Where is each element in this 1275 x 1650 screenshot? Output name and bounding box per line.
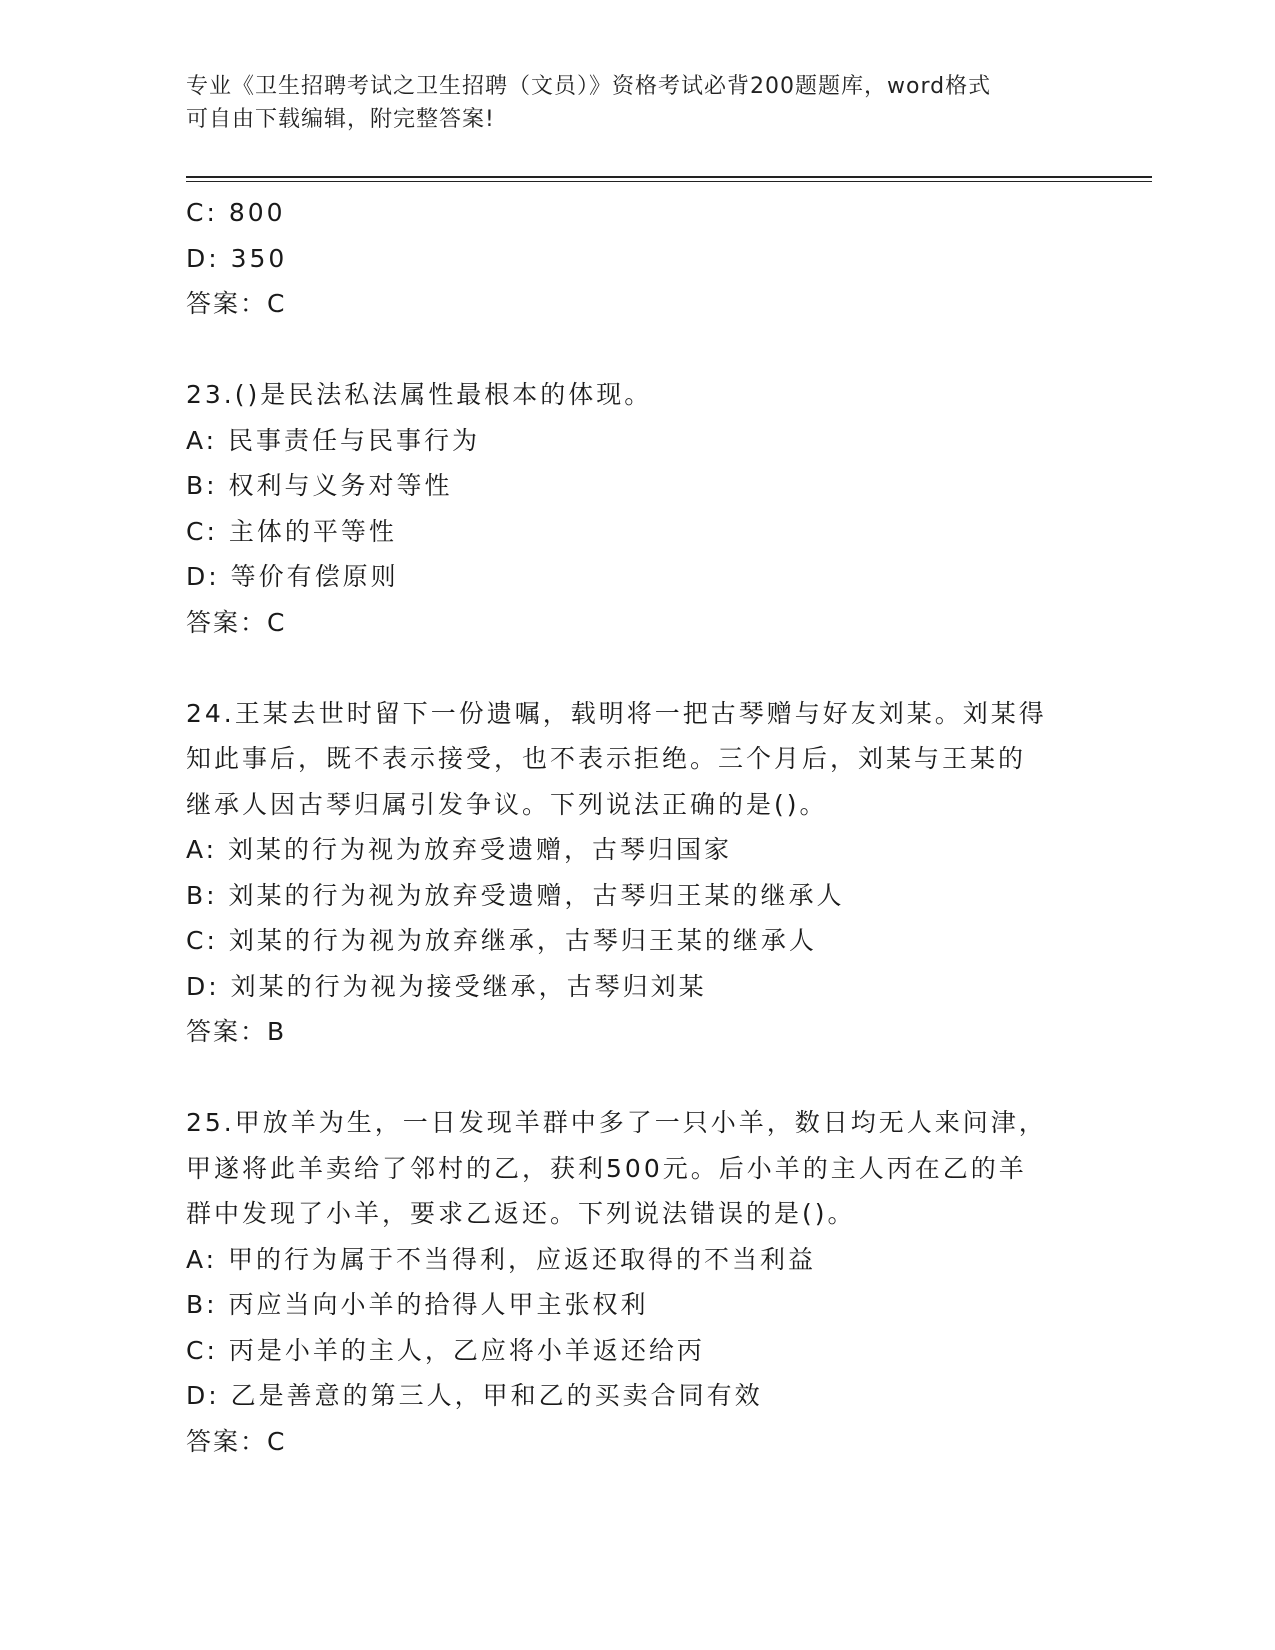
- question-23: [186, 372, 1086, 645]
- option-d: D: 乙是善意的第三人，甲和乙的买卖合同有效: [186, 1381, 763, 1410]
- option-d: D: 350: [186, 243, 288, 273]
- answer: 答案：C: [186, 1426, 287, 1456]
- option-d: D: 刘某的行为视为接受继承，古琴归刘某: [186, 971, 707, 1001]
- question-stem-line-3: 群中发现了小羊，要求乙返还。下列说法错误的是()。: [186, 1199, 856, 1228]
- spacer: [186, 645, 1086, 691]
- header-title-line-2: 可自由下载编辑，附完整答案!: [186, 107, 495, 132]
- option-a: A: 民事责任与民事行为: [186, 425, 481, 455]
- question-stem: 23.()是民法私法属性最根本的体现。: [186, 380, 653, 409]
- question-22-tail: [186, 190, 1086, 327]
- option-c: C: 刘某的行为视为放弃继承，古琴归王某的继承人: [186, 926, 817, 955]
- option-c: C: 主体的平等性: [186, 516, 397, 546]
- option-b: B: 丙应当向小羊的拾得人甲主张权利: [186, 1290, 649, 1319]
- header-title-line-1: 专业《卫生招聘考试之卫生招聘（文员）》资格考试必背200题题库，word格式: [186, 74, 992, 99]
- answer: 答案：C: [186, 607, 287, 637]
- question-stem-line-1: 24.王某去世时留下一份遗嘱，载明将一把古琴赠与好友刘某。刘某得: [186, 698, 1047, 728]
- spacer: [186, 327, 1086, 373]
- header-divider-thick: [186, 176, 1152, 178]
- header-divider-thin: [186, 181, 1152, 182]
- page-header: [186, 70, 1076, 136]
- question-stem-line-2: 知此事后，既不表示接受，也不表示拒绝。三个月后，刘某与王某的: [186, 744, 1027, 773]
- option-b: B: 刘某的行为视为放弃受遗赠，古琴归王某的继承人: [186, 880, 845, 910]
- option-b: B: 权利与义务对等性: [186, 471, 453, 500]
- question-stem-line-2: 甲遂将此羊卖给了邻村的乙，获利500元。后小羊的主人丙在乙的羊: [186, 1153, 1027, 1183]
- question-25: [186, 1100, 1086, 1464]
- answer: 答案：C: [186, 289, 287, 318]
- option-c: C: 丙是小羊的主人，乙应将小羊返还给丙: [186, 1335, 705, 1365]
- question-stem-line-1: 25.甲放羊为生，一日发现羊群中多了一只小羊，数日均无人来问津，: [186, 1108, 1047, 1137]
- question-stem-line-3: 继承人因古琴归属引发争议。下列说法正确的是()。: [186, 789, 828, 819]
- spacer: [186, 1055, 1086, 1101]
- option-a: A: 甲的行为属于不当得利，应返还取得的不当利益: [186, 1244, 817, 1274]
- option-c: C: 800: [186, 198, 286, 227]
- question-24: [186, 691, 1086, 1055]
- option-d: D: 等价有偿原则: [186, 562, 399, 591]
- option-a: A: 刘某的行为视为放弃受遗赠，古琴归国家: [186, 835, 733, 864]
- answer: 答案：B: [186, 1017, 287, 1046]
- document-body: [186, 190, 1086, 1464]
